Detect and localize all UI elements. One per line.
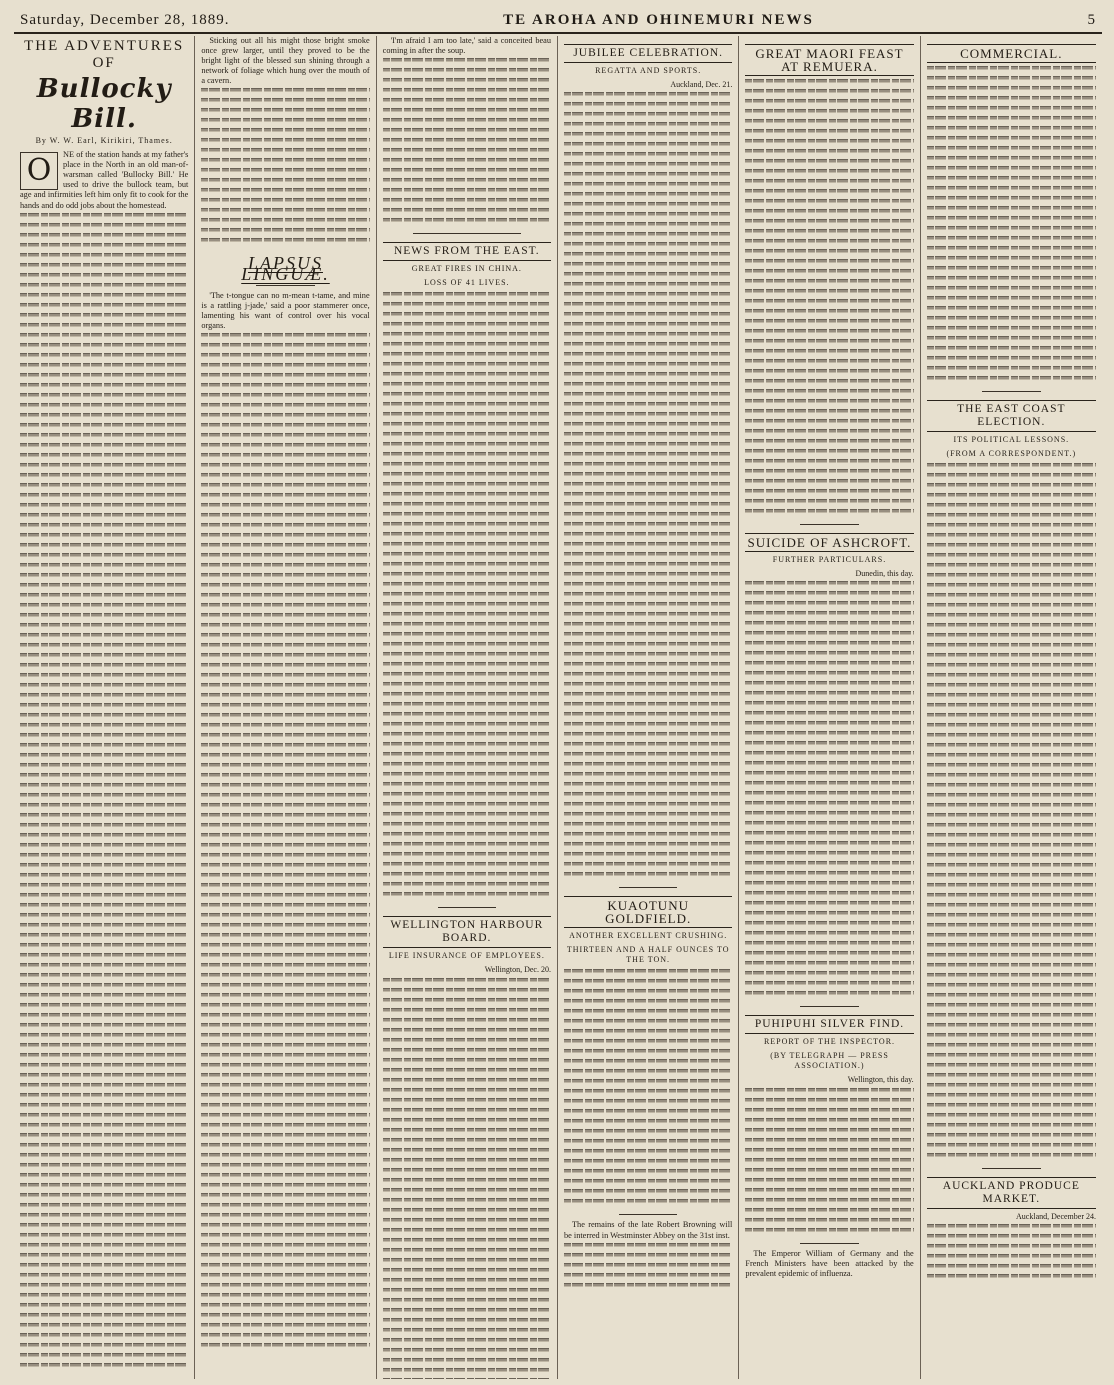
- suicide-dateline: Dunedin, this day.: [855, 569, 914, 579]
- serial-continued-text: [201, 88, 369, 248]
- serial-heading: Bullocky Bill.: [36, 74, 172, 134]
- harbour-board-dateline: Wellington, Dec. 20.: [484, 965, 551, 975]
- kuaotunu-subheading: ANOTHER EXCELLENT CRUSHING.: [569, 931, 728, 941]
- silver-find-body-text: [745, 1088, 913, 1238]
- divider: [800, 1243, 858, 1244]
- divider: [438, 907, 496, 908]
- news-east-heading: NEWS FROM THE EAST.: [383, 242, 551, 261]
- lapsus-lead-paragraph: 'The t-tongue can no m-mean t-tame, and mine is a rattling j-jade,' said a poor stammerer once, lamenting his want of control over his vocal organs.: [201, 290, 370, 330]
- jubilee-body-text: [564, 92, 732, 882]
- newspaper-title: TE AROHA AND OHINEMURI NEWS: [503, 11, 814, 28]
- kuaotunu-subheading-2: THIRTEEN AND A HALF OUNCES TO THE TON.: [566, 945, 730, 965]
- silver-find-wire: (BY TELEGRAPH — PRESS ASSOCIATION.): [770, 1051, 889, 1071]
- kuaotunu-heading: KUAOTUNU GOLDFIELD.: [564, 896, 732, 928]
- silver-find-heading: PUHIPUHI SILVER FIND.: [745, 1015, 913, 1034]
- lapsus-continued-paragraph: 'I'm afraid I am too late,' said a conceited beau coming in after the soup.: [382, 36, 551, 56]
- produce-market-body-text: [927, 1224, 1096, 1284]
- masthead: [14, 8, 1102, 34]
- issue-date: Saturday, December 28, 1889.: [20, 11, 230, 28]
- commercial-body-text: [927, 66, 1096, 386]
- column-6: [921, 36, 1102, 1379]
- column-3: [377, 36, 558, 1379]
- harbour-board-body-text: [383, 978, 551, 1379]
- divider: [619, 1214, 677, 1215]
- suicide-body-text: [745, 581, 913, 1001]
- maori-feast-body-text: [745, 79, 913, 519]
- influenza-footnote: The Emperor William of Germany and the French Ministers have been attacked by the prevalent epidemic of influenza.: [745, 1248, 914, 1278]
- harbour-board-heading: WELLINGTON HARBOUR BOARD.: [383, 916, 551, 948]
- divider: [413, 233, 521, 234]
- election-subheading: ITS POLITICAL LESSONS.: [953, 435, 1070, 444]
- divider: [256, 285, 314, 286]
- news-east-subheading: GREAT FIRES IN CHINA.: [411, 264, 522, 274]
- column-2: [195, 36, 376, 1379]
- silver-find-subheading: REPORT OF THE INSPECTOR.: [763, 1037, 896, 1047]
- lapsus-continued-text: [383, 58, 551, 228]
- divider: [800, 1006, 858, 1007]
- news-east-subheading-2: LOSS OF 41 LIVES.: [424, 278, 510, 288]
- kuaotunu-body-text: [564, 969, 732, 1209]
- jubilee-subheading: REGATTA AND SPORTS.: [595, 66, 702, 75]
- silver-find-dateline: Wellington, this day.: [847, 1075, 914, 1085]
- jubilee-dateline: Auckland, Dec. 21.: [670, 80, 733, 90]
- columns: [14, 36, 1102, 1379]
- divider: [982, 391, 1041, 392]
- election-credit: (FROM A CORRESPONDENT.): [946, 449, 1077, 459]
- lapsus-body-text: [201, 333, 369, 1353]
- maori-feast-heading: GREAT MAORI FEAST AT REMUERA.: [745, 44, 913, 76]
- serial-byline: By W. W. Earl, Kirikiri, Thames.: [35, 136, 173, 145]
- serial-body-text: [20, 213, 188, 1373]
- news-east-body-text: [383, 292, 551, 902]
- column-4: [558, 36, 739, 1379]
- column-5: [739, 36, 920, 1379]
- election-heading: THE EAST COAST ELECTION.: [927, 400, 1096, 432]
- lapsus-heading: LAPSUS LINGUÆ.: [241, 253, 330, 284]
- browning-footnote: The remains of the late Robert Browning will be interred in Westminster Abbey on the 31st inst.: [563, 1220, 733, 1240]
- dropcap-letter: O: [20, 152, 58, 190]
- serial-heading-small: THE ADVENTURES OF: [24, 38, 185, 71]
- harbour-board-subheading: LIFE INSURANCE OF EMPLOYEES.: [388, 951, 545, 961]
- divider: [982, 1168, 1041, 1169]
- suicide-subheading: FURTHER PARTICULARS.: [772, 555, 887, 564]
- serial-continued-paragraph: Sticking out all his might those bright smoke once grew larger, until they proved to be the bright light of the blessed sun shining through a network of foliage which hung over the mouth of a cavern.: [201, 36, 370, 86]
- footnote-body-text: [564, 1243, 732, 1293]
- election-body-text: [927, 463, 1096, 1163]
- jubilee-heading: JUBILEE CELEBRATION.: [564, 44, 732, 63]
- suicide-heading: SUICIDE OF ASHCROFT.: [745, 533, 913, 552]
- column-1: [14, 36, 195, 1379]
- produce-market-heading: AUCKLAND PRODUCE MARKET.: [927, 1177, 1096, 1209]
- page-number: 5: [1087, 11, 1096, 28]
- serial-lead-paragraph: NE of the station hands at my father's place in the North in an old man-of-warsman called 'Bullocky Bill.' He used to drive the bullock team, but age and infirmities left him only fit to cook for the hands and do odd jobs about the homestead.: [20, 150, 189, 210]
- divider: [800, 524, 858, 525]
- produce-market-dateline: Auckland, December 24.: [1016, 1212, 1096, 1222]
- commercial-heading: COMMERCIAL.: [927, 44, 1096, 63]
- divider: [619, 887, 677, 888]
